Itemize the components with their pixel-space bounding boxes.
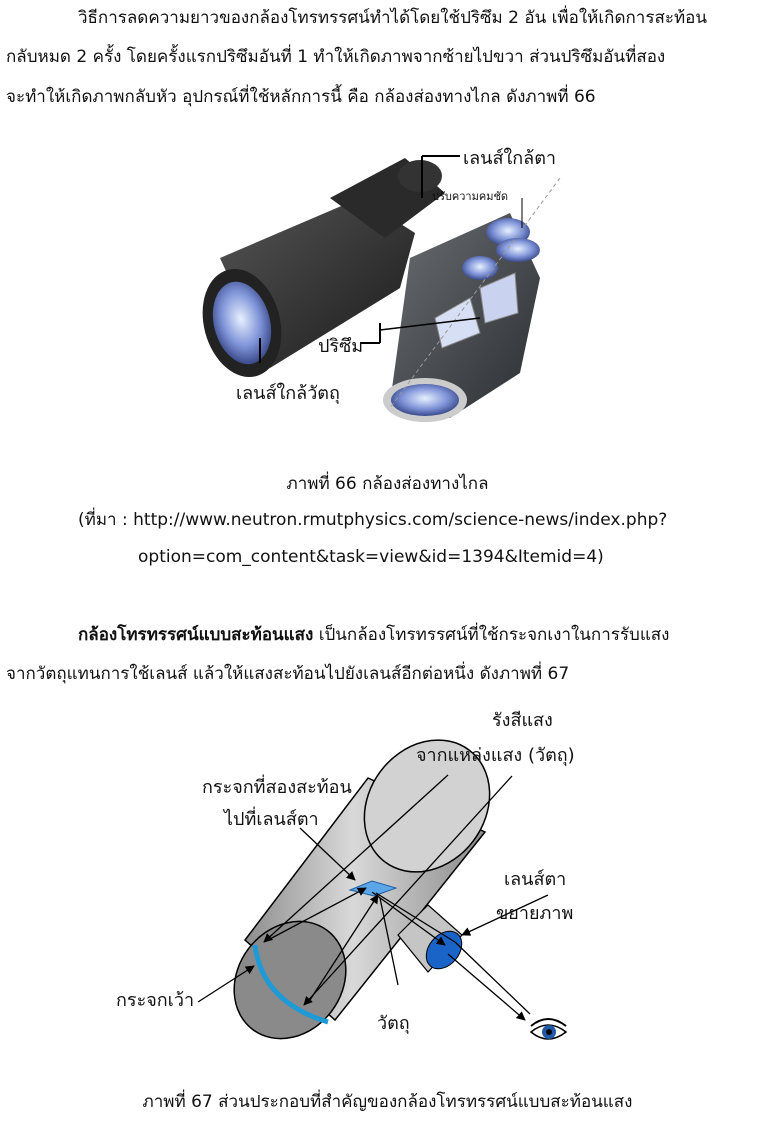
paragraph-1-line-3: จะทำให้เกิดภาพกลับหัว อุปกรณ์ที่ใช้หลักการนี้ คือ กล้องส่องทางไกล ดังภาพที่ 66 [6, 87, 596, 107]
paragraph-2-line-1-rest: เป็นกล้องโทรทรรศน์ที่ใช้กระจกเงาในการรับแสง [313, 625, 670, 645]
figure-66-caption: ภาพที่ 66 กล้องส่องทางไกล [286, 474, 489, 494]
label-secondary-mirror-1: กระจกที่สองสะท้อน [202, 777, 352, 798]
paragraph-2-line-1 [78, 625, 669, 645]
label-objective-lens: เลนส์ใกล้วัตถุ [236, 383, 340, 404]
paragraph-1-line-1: วิธีการลดความยาวของกล้องโทรทรรศน์ทำได้โดยใช้ปริซึม 2 อัน เพื่อให้เกิดการสะท้อน [78, 8, 707, 28]
label-focus: ปรับความคมชัด [432, 190, 509, 203]
paragraph-1-line-2: กลับหมด 2 ครั้ง โดยครั้งแรกปริซึมอันที่ 1 ทำให้เกิดภาพจากซ้ายไปขวา ส่วนปริซึมอันที่สอง [6, 47, 666, 67]
figure-67-caption: ภาพที่ 67 ส่วนประกอบที่สำคัญของกล้องโทรทรรศน์แบบสะท้อนแสง [142, 1092, 633, 1112]
label-secondary-mirror-2: ไปที่เลนส์ตา [224, 809, 319, 830]
figure-66-source-line-2: option=com_content&task=view&id=1394&Itemid=4) [138, 547, 604, 567]
label-prism: ปริซึม [318, 336, 364, 357]
label-rays-2: จากแหล่งแสง (วัตถุ) [416, 745, 575, 766]
label-eyepiece-2: ขยายภาพ [496, 903, 574, 924]
label-eyepiece-1: เลนส์ตา [504, 869, 567, 890]
label-rays-1: รังสีแสง [492, 710, 553, 731]
label-object: วัตถุ [377, 1013, 410, 1034]
term-reflecting-telescope: กล้องโทรทรรศน์แบบสะท้อนแสง [78, 625, 314, 645]
label-concave-mirror: กระจกเว้า [116, 990, 195, 1011]
eye-icon [531, 1019, 566, 1039]
label-eyepiece: เลนส์ใกล้ตา [463, 148, 556, 169]
figure-66-source-line-1: (ที่มา : http://www.neutron.rmutphysics.com/science-news/index.php? [78, 510, 668, 530]
paragraph-2-line-2: จากวัตถุแทนการใช้เลนส์ แล้วให้แสงสะท้อนไปยังเลนส์อีกต่อหนึ่ง ดังภาพที่ 67 [6, 664, 570, 684]
